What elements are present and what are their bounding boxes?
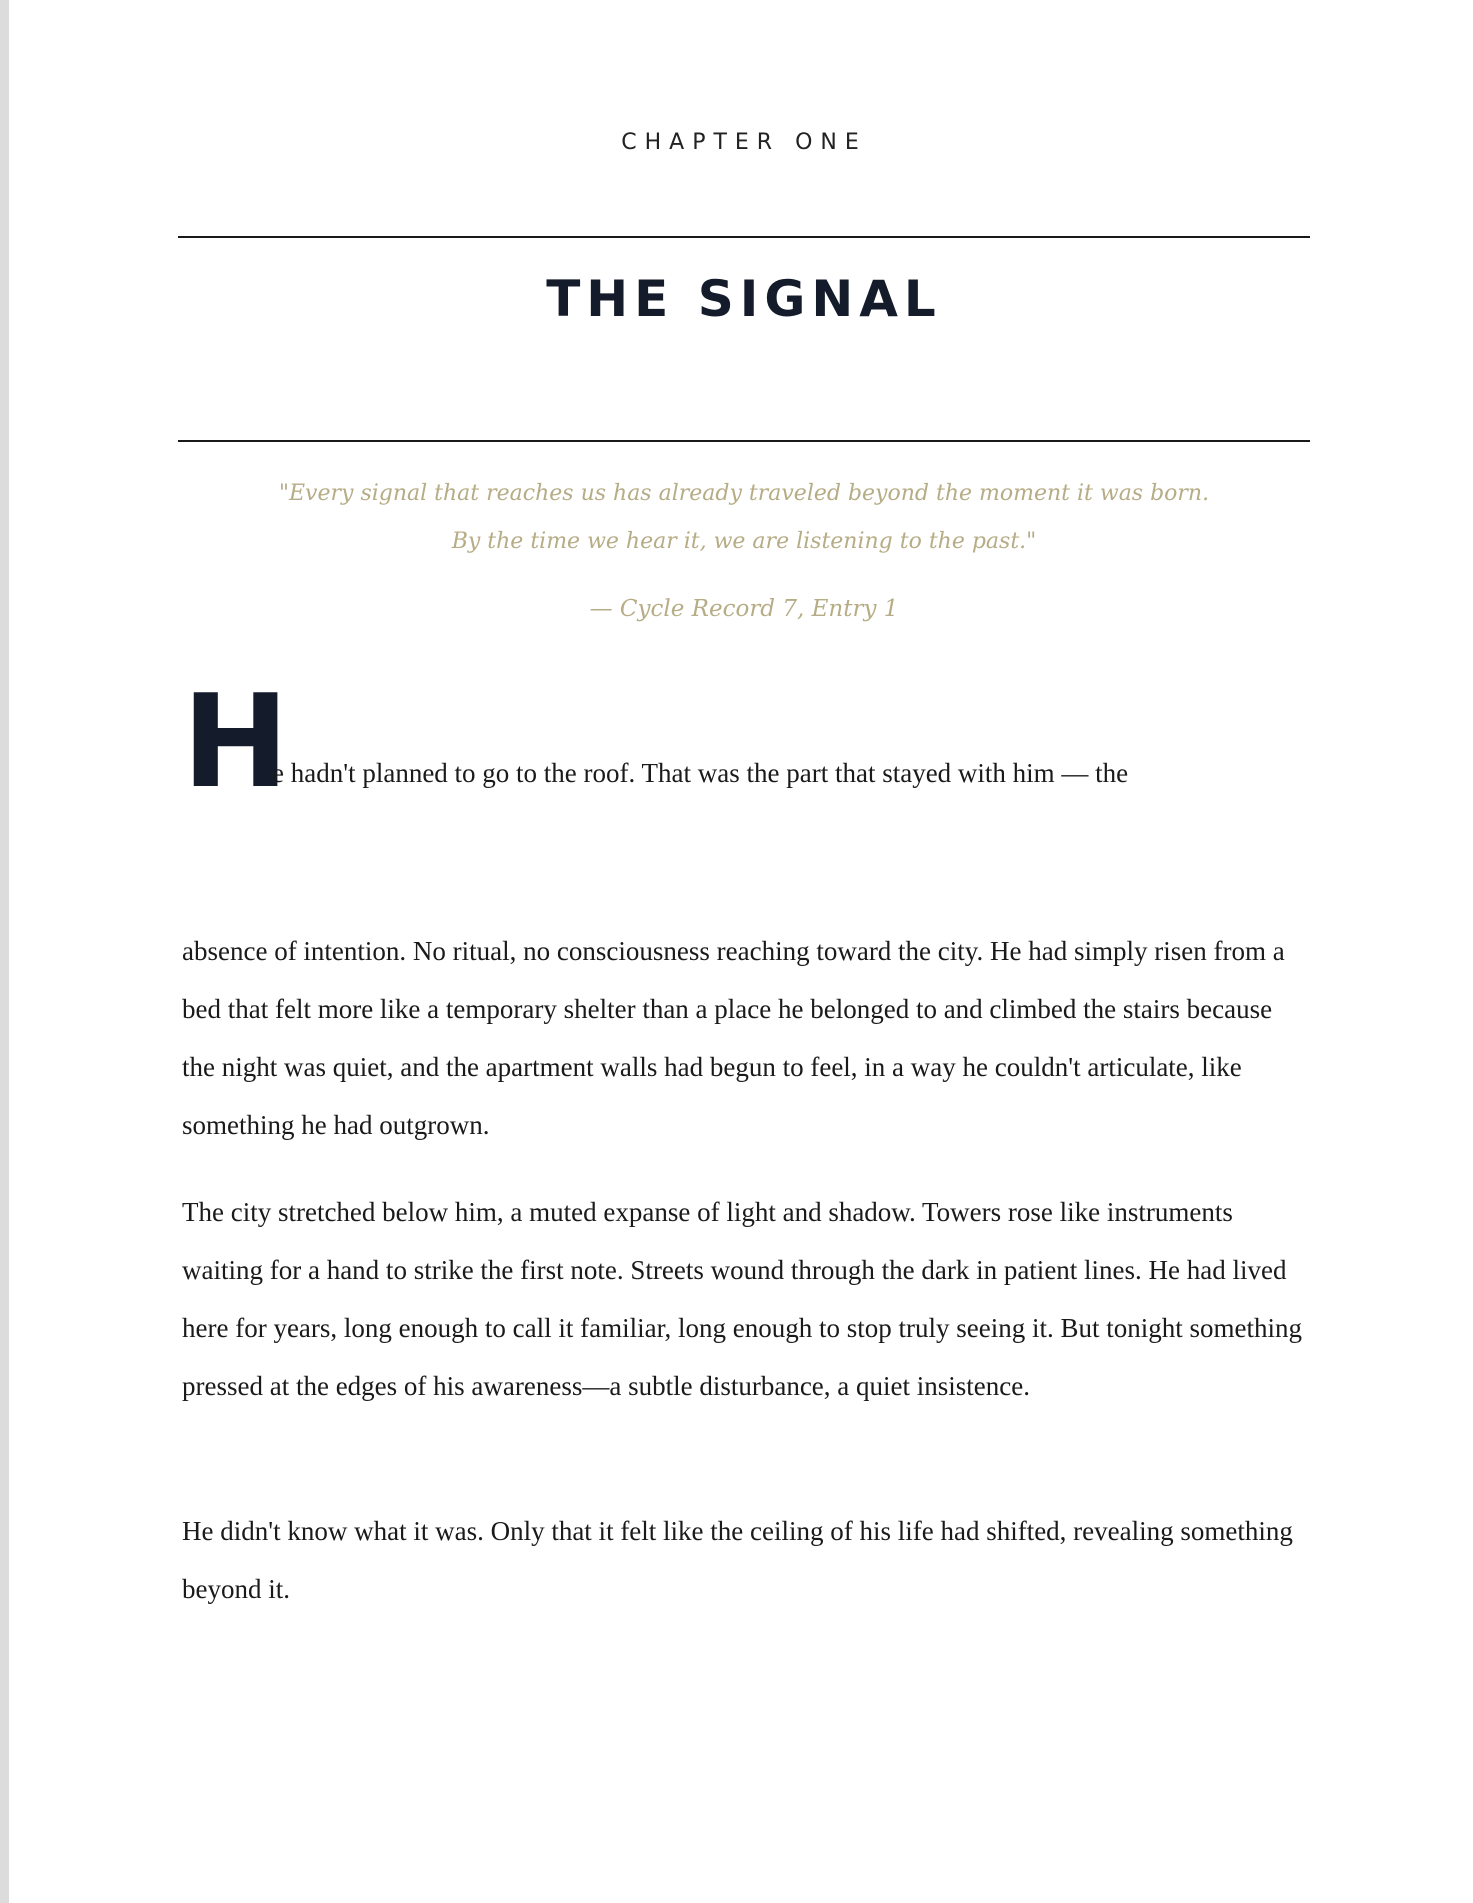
chapter-label: CHAPTER ONE <box>621 130 867 155</box>
epigraph-quote <box>178 470 1310 566</box>
body-paragraph-2: The city stretched below him, a muted expanse of light and shadow. Towers rose like instruments waiting for a hand to strike the first note. Streets wound through the dark in patient lines. He had lived here for years, long enough to call it familiar, long enough to stop truly seeing it. But tonight something pressed at the edges of his awareness—a subtle disturbance, a quiet insistence. <box>182 1197 1302 1401</box>
opening-line <box>182 668 1310 817</box>
opening-line-text: e hadn't planned to go to the roof. That was the part that stayed with him — the <box>272 758 1129 788</box>
title-top-rule <box>178 236 1310 238</box>
body-paragraph-3: He didn't know what it was. Only that it felt like the ceiling of his life had shifted, revealing something beyond it. <box>182 1516 1293 1604</box>
title-bottom-rule <box>178 440 1310 442</box>
chapter-title: THE SIGNAL <box>546 270 942 328</box>
drop-cap: H <box>182 668 290 817</box>
epigraph-attribution: — Cycle Record 7, Entry 1 <box>589 596 899 622</box>
epigraph-line-1: "Every signal that reaches us has already traveled beyond the moment it was born. <box>278 481 1210 506</box>
body-paragraph-1: absence of intention. No ritual, no consciousness reaching toward the city. He had simply risen from a bed that felt more like a temporary shelter than a place he belonged to and climbed the stairs because the night was quiet, and the apartment walls had begun to feel, in a way he couldn't articulate, like something he had outgrown. <box>182 936 1285 1140</box>
epigraph-line-2: By the time we hear it, we are listening to the past." <box>451 529 1037 554</box>
